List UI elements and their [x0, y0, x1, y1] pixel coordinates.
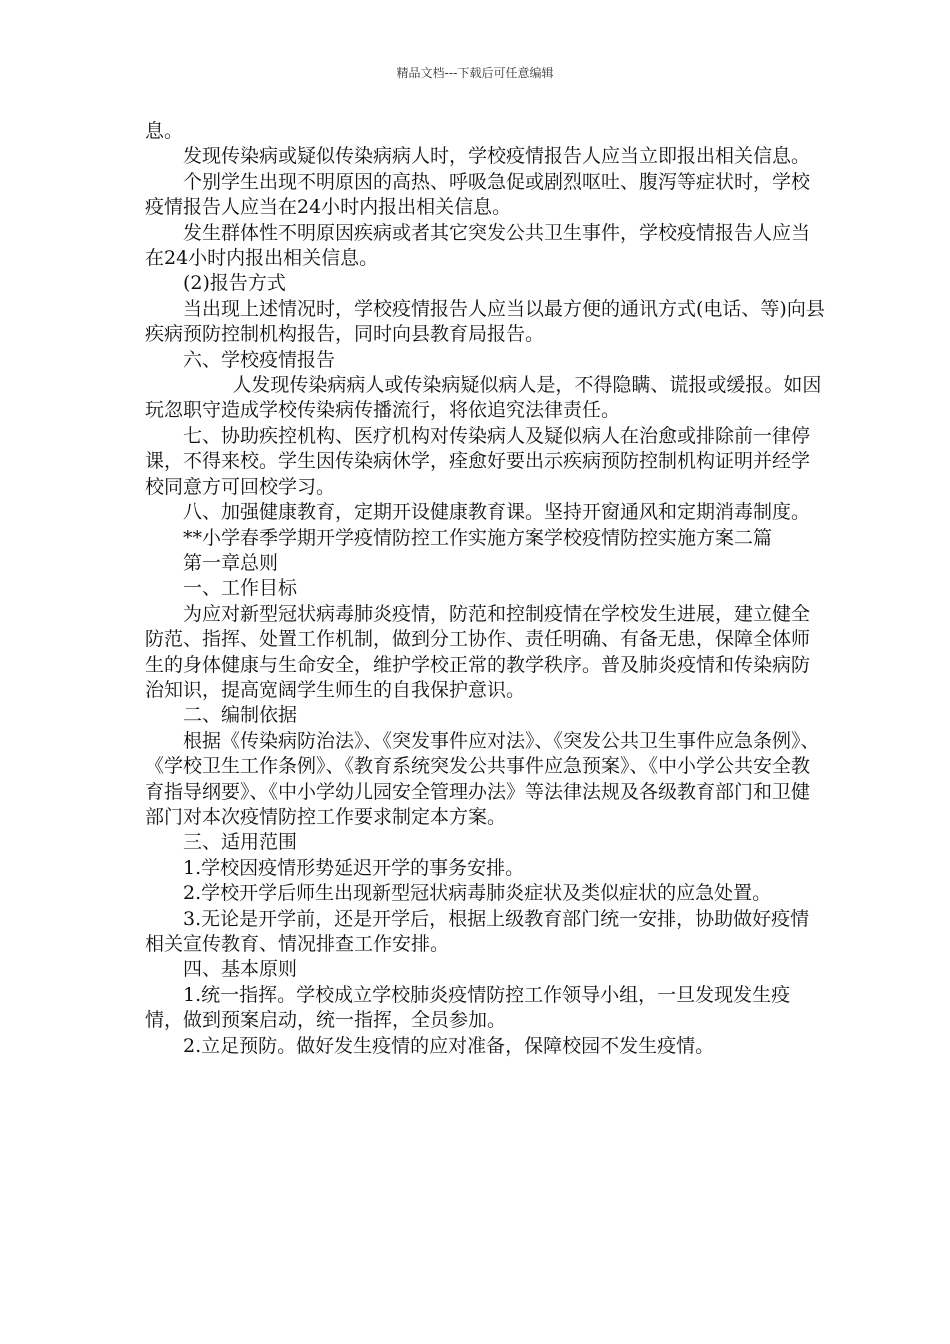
paragraph: 发现传染病或疑似传染病病人时，学校疫情报告人应当立即报出相关信息。	[183, 145, 811, 168]
list-item: 1.统一指挥。学校成立学校肺炎疫情防控工作领导小组，一旦发现发生疫情，做到预案启动，统一指挥，全员参加。	[145, 983, 791, 1032]
chapter-heading: 第一章总则	[183, 551, 279, 574]
paragraph: 当出现上述情况时，学校疫情报告人应当以最方便的通讯方式(电话、等)向县疾病预防控制机构报告，同时向县教育局报告。	[145, 297, 825, 346]
list-item: 2.立足预防。做好发生疫情的应对准备，保障校园不发生疫情。	[183, 1034, 715, 1057]
paragraph: 人发现传染病病人或传染病疑似病人是，不得隐瞒、谎报或缓报。如因玩忽职守造成学校传染病传播流行，将依追究法律责任。	[145, 374, 822, 422]
list-item: 3.无论是开学前，还是开学后，根据上级教育部门统一安排，协助做好疫情相关宣传教育、情况排查工作安排。	[145, 907, 810, 955]
section-heading: 六、学校疫情报告	[183, 348, 336, 371]
section-heading: 三、适用范围	[183, 831, 298, 854]
document-body	[145, 119, 825, 1059]
paragraph: 发生群体性不明原因疾病或者其它突发公共卫生事件，学校疫情报告人应当在24小时内报出相关信息。	[145, 221, 811, 270]
paragraph: 八、加强健康教育，定期开设健康教育课。坚持开窗通风和定期消毒制度。	[183, 501, 811, 524]
paragraph: 个别学生出现不明原因的高热、呼吸急促或剧烈呕吐、腹泻等症状时，学校疫情报告人应当在24小时内报出相关信息。	[145, 170, 811, 219]
section-heading: 四、基本原则	[183, 958, 298, 981]
list-item: 2.学校开学后师生出现新型冠状病毒肺炎症状及类似症状的应急处置。	[183, 882, 772, 905]
list-item: 1.学校因疫情形势延迟开学的事务安排。	[183, 856, 525, 879]
section-heading: 一、工作目标	[183, 577, 298, 600]
paragraph: 根据《传染病防治法》、《突发事件应对法》、《突发公共卫生事件应急条例》、《学校卫生工作条例》、《教育系统突发公共事件应急预案》、《中小学公共安全教育指导纲要》、《中小学幼儿园安全管理办法》等法律法规及各级教育部门和卫健部门对本次疫情防控工作要求制定本方案。	[145, 729, 820, 828]
paragraph: 为应对新型冠状病毒肺炎疫情，防范和控制疫情在学校发生进展，建立健全防范、指挥、处置工作机制，做到分工协作、责任明确、有备无患，保障全体师生的身体健康与生命安全，维护学校正常的教学秩序。普及肺炎疫情和传染病防治知识，提高宽阔学生师生的自我保护意识。	[145, 602, 811, 701]
subheading: (2)报告方式	[183, 272, 286, 295]
paragraph: 七、协助疾控机构、医疗机构对传染病人及疑似病人在治愈或排除前一律停课，不得来校。学生因传染病休学，痊愈好要出示疾病预防控制机构证明并经学校同意方可回校学习。	[145, 424, 811, 498]
document-title: **小学春季学期开学疫情防控工作实施方案学校疫情防控实施方案二篇	[183, 526, 773, 549]
section-heading: 二、编制依据	[183, 704, 298, 727]
page-header: 精品文档---下载后可任意编辑	[396, 66, 554, 80]
paragraph: 息。	[145, 120, 184, 142]
